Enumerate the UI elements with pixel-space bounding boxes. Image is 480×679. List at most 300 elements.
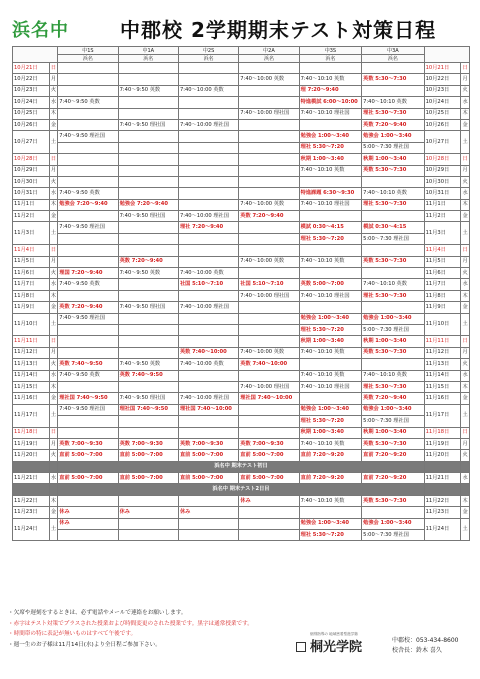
row-date-right: 10月28日: [424, 154, 461, 165]
schedule-cell: [178, 381, 238, 392]
schedule-cell: 休み: [239, 495, 299, 506]
row-date-right: 11月14日: [424, 370, 461, 381]
row-date: 11月2日: [13, 211, 50, 222]
schedule-cell: [178, 131, 238, 142]
note-4: ・週一生のお子様は11月14日(水)より全日程ご参加下さい。: [8, 641, 161, 648]
schedule-cell: 英数 7:40～10:00: [178, 347, 238, 358]
exam-band-label: 浜名中 期末テスト2日目: [58, 484, 424, 495]
schedule-cell: 7:40～10:10 英数: [299, 347, 362, 358]
schedule-cell: [118, 176, 178, 187]
row-weekday: 月: [49, 347, 58, 358]
schedule-cell: [239, 336, 299, 347]
schedule-cell: [362, 268, 425, 279]
schedule-cell: 7:40～10:10 英数: [299, 370, 362, 381]
table-row: [13, 85, 470, 96]
column-grade: 中1A: [118, 47, 178, 55]
row-weekday-right: 日: [461, 63, 470, 74]
schedule-cell: 7:40～10:10 英数: [299, 438, 362, 449]
table-row: [13, 222, 470, 233]
schedule-cell: 理社 5:30～7:20: [299, 233, 362, 244]
row-weekday-right: 金: [461, 302, 470, 313]
exam-band: [13, 484, 470, 495]
row-date: 11月7日: [13, 279, 50, 290]
row-weekday-right: 木: [461, 290, 470, 301]
schedule-cell: [239, 154, 299, 165]
schedule-cell: [118, 142, 178, 153]
row-weekday-right: 日: [461, 154, 470, 165]
schedule-cell: 英数 7:00～9:30: [239, 438, 299, 449]
schedule-cell: [362, 85, 425, 96]
row-weekday: 水: [49, 279, 58, 290]
row-weekday-right: 火: [461, 85, 470, 96]
band-spacer: [49, 461, 58, 472]
schedule-cell: [239, 530, 299, 541]
schedule-cell: 勉強会 1:00～3:40: [362, 404, 425, 415]
schedule-cell: 7:40～10:00 理社国: [178, 211, 238, 222]
row-weekday: 火: [49, 268, 58, 279]
schedule-cell: 直前 5:00～7:00: [178, 450, 238, 461]
schedule-cell: 7:40～9:50 英数: [118, 85, 178, 96]
schedule-cell: [239, 427, 299, 438]
schedule-cell: 7:40～9:50 英数: [118, 268, 178, 279]
schedule-cell: [178, 313, 238, 324]
row-date: 10月21日: [13, 63, 50, 74]
schedule-cell: [178, 324, 238, 335]
row-weekday: 水: [49, 188, 58, 199]
schedule-cell: 秋期 1:00～3:40: [299, 336, 362, 347]
table-row: [13, 347, 470, 358]
row-weekday: 火: [49, 85, 58, 96]
row-weekday: 月: [49, 165, 58, 176]
row-date: 10月23日: [13, 85, 50, 96]
schedule-cell: [118, 290, 178, 301]
schedule-cell: 休み: [58, 507, 118, 518]
schedule-cell: [118, 245, 178, 256]
schedule-cell: [58, 427, 118, 438]
schedule-cell: 7:40～9:50 英数: [58, 97, 118, 108]
schedule-cell: 7:40～10:10 英数: [299, 256, 362, 267]
schedule-cell: [58, 176, 118, 187]
schedule-cell: 7:40～9:50 理社国: [118, 119, 178, 130]
row-date: 11月1日: [13, 199, 50, 210]
schedule-cell: [239, 176, 299, 187]
schedule-cell: 秋期 1:00～3:40: [362, 336, 425, 347]
schedule-cell: 英数 5:30～7:30: [362, 347, 425, 358]
schedule-cell: 英数 7:20～9:40: [118, 256, 178, 267]
schedule-cell: [299, 507, 362, 518]
band-spacer: [49, 484, 58, 495]
table-row: [13, 450, 470, 461]
schedule-cell: 理社国 7:40～9:50: [118, 404, 178, 415]
schedule-cell: [299, 268, 362, 279]
row-date: 11月23日: [13, 507, 50, 518]
schedule-cell: 英数 7:40～10:00: [239, 359, 299, 370]
row-date-right: 11月23日: [424, 507, 461, 518]
schedule-cell: 7:40～10:00 理社国: [178, 393, 238, 404]
schedule-cell: 理社 5:30～7:20: [299, 530, 362, 541]
schedule-cell: [178, 188, 238, 199]
table-row: [13, 518, 470, 529]
row-weekday: 日: [49, 336, 58, 347]
brand-tagline: 個別指導の 地域密着型進学塾: [310, 632, 358, 636]
schedule-cell: 英数 7:20～9:40: [239, 211, 299, 222]
row-weekday: 火: [49, 176, 58, 187]
schedule-cell: 理社国 7:40～10:00: [239, 393, 299, 404]
table-row: [13, 165, 470, 176]
row-date-right: 11月1日: [424, 199, 461, 210]
row-date: 11月4日: [13, 245, 50, 256]
band-spacer: [13, 484, 50, 495]
schedule-cell: 5:00～7:30 理社国: [362, 142, 425, 153]
schedule-cell: [239, 324, 299, 335]
column-school: 浜名: [239, 55, 299, 63]
row-weekday-right: 月: [461, 347, 470, 358]
schedule-cell: 直前 5:00～7:00: [58, 473, 118, 484]
school-name: 浜名中: [12, 20, 69, 41]
schedule-cell: [239, 85, 299, 96]
row-date: 11月8日: [13, 290, 50, 301]
schedule-cell: 直前 5:00～7:00: [178, 473, 238, 484]
schedule-cell: [58, 211, 118, 222]
table-row: [13, 142, 470, 153]
schedule-cell: [118, 347, 178, 358]
row-date: 11月12日: [13, 347, 50, 358]
row-date-right: 11月3日: [424, 222, 461, 245]
band-spacer: [424, 484, 461, 495]
row-date-right: 11月5日: [424, 256, 461, 267]
schedule-cell: [178, 256, 238, 267]
row-weekday-right: 水: [461, 188, 470, 199]
row-weekday-right: 土: [461, 518, 470, 541]
schedule-cell: [239, 188, 299, 199]
schedule-cell: [58, 416, 118, 427]
band-spacer: [461, 484, 470, 495]
row-date-right: 11月8日: [424, 290, 461, 301]
page-header: [0, 0, 480, 44]
schedule-cell: 直前 7:20～9:20: [362, 473, 425, 484]
schedule-cell: [299, 119, 362, 130]
table-row: [13, 290, 470, 301]
row-weekday-right: 水: [461, 473, 470, 484]
schedule-cell: 5:00～7:30 理社国: [362, 530, 425, 541]
schedule-cell: [178, 370, 238, 381]
table-row: [13, 108, 470, 119]
logo-icon: [296, 642, 306, 652]
schedule-cell: [362, 302, 425, 313]
table-row: [13, 393, 470, 404]
schedule-cell: [178, 518, 238, 529]
row-weekday: 日: [49, 63, 58, 74]
schedule-cell: 7:40～10:00 英数: [239, 256, 299, 267]
schedule-cell: [58, 347, 118, 358]
column-grade: 中3S: [299, 47, 362, 55]
schedule-cell: 7:40～10:00 英数: [239, 74, 299, 85]
schedule-cell: 勉強会 1:00～3:40: [299, 518, 362, 529]
schedule-cell: [362, 176, 425, 187]
table-row: [13, 438, 470, 449]
table-row: [13, 495, 470, 506]
column-grade: 中3A: [362, 47, 425, 55]
row-weekday-right: 月: [461, 256, 470, 267]
schedule-cell: [118, 518, 178, 529]
schedule-cell: 特進課題 6:30～9:30: [299, 188, 362, 199]
row-date-right: 11月19日: [424, 438, 461, 449]
schedule-cell: 勉強会 1:00～3:40: [299, 131, 362, 142]
schedule-cell: 7:40～10:10 英数: [299, 165, 362, 176]
row-date-right: 10月25日: [424, 108, 461, 119]
schedule-cell: [58, 74, 118, 85]
schedule-cell: 英数 7:20～9:40: [58, 302, 118, 313]
schedule-cell: 7:40～10:10 英数: [299, 74, 362, 85]
row-date: 10月27日: [13, 131, 50, 154]
band-spacer: [13, 461, 50, 472]
table-row: [13, 359, 470, 370]
schedule-cell: 理社 5:30～7:20: [299, 416, 362, 427]
row-date-right: 11月21日: [424, 473, 461, 484]
row-weekday: 木: [49, 495, 58, 506]
row-date: 11月13日: [13, 359, 50, 370]
table-row: [13, 245, 470, 256]
row-date-right: 11月20日: [424, 450, 461, 461]
row-weekday-right: 土: [461, 404, 470, 427]
schedule-cell: 7:40～10:00 理社国: [239, 108, 299, 119]
table-row: [13, 324, 470, 335]
row-date-right: 10月24日: [424, 97, 461, 108]
schedule-cell: 7:40～10:10 理社国: [299, 108, 362, 119]
schedule-cell: [362, 63, 425, 74]
schedule-cell: 英数 7:00～9:30: [118, 438, 178, 449]
row-weekday-right: 木: [461, 108, 470, 119]
table-row: [13, 188, 470, 199]
row-date: 11月16日: [13, 393, 50, 404]
row-weekday-right: 金: [461, 393, 470, 404]
schedule-cell: [299, 245, 362, 256]
row-weekday: 木: [49, 108, 58, 119]
row-weekday-right: 水: [461, 279, 470, 290]
note-1: ・欠席や遅刻をするときは、必ず電話やメールで連絡をお願いします。: [8, 610, 187, 616]
schedule-cell: [239, 302, 299, 313]
header-blank: [424, 47, 469, 63]
table-row: [13, 63, 470, 74]
schedule-cell: [239, 63, 299, 74]
row-weekday-right: 月: [461, 74, 470, 85]
row-weekday: 木: [49, 290, 58, 301]
schedule-cell: 直前 7:20～9:20: [299, 450, 362, 461]
row-date: 11月14日: [13, 370, 50, 381]
schedule-cell: 休み: [118, 507, 178, 518]
schedule-cell: [58, 495, 118, 506]
schedule-cell: 7:40～10:10 英数: [362, 279, 425, 290]
schedule-cell: [58, 119, 118, 130]
header-blank: [13, 47, 58, 63]
schedule-cell: [178, 142, 238, 153]
exam-band-label: 浜名中 期末テスト初日: [58, 461, 424, 472]
schedule-cell: 理社 5:30～7:30: [362, 290, 425, 301]
schedule-cell: [178, 245, 238, 256]
column-grade: 中1S: [58, 47, 118, 55]
schedule-cell: 直前 5:00～7:00: [239, 473, 299, 484]
schedule-cell: 7:40～10:10 理社国: [299, 290, 362, 301]
row-date-right: 10月21日: [424, 63, 461, 74]
schedule-cell: [58, 324, 118, 335]
notes: [8, 608, 308, 650]
schedule-cell: 理社 5:30～7:30: [362, 381, 425, 392]
schedule-cell: [239, 268, 299, 279]
row-weekday-right: 土: [461, 131, 470, 154]
schedule-cell: 7:40～10:10 英数: [299, 495, 362, 506]
schedule-cell: 7:40～9:50 理社国: [118, 302, 178, 313]
row-date-right: 11月13日: [424, 359, 461, 370]
schedule-cell: [118, 188, 178, 199]
row-weekday-right: 日: [461, 336, 470, 347]
schedule-cell: 休み: [58, 518, 118, 529]
schedule-cell: 7:40～10:10 理社国: [299, 381, 362, 392]
schedule-cell: 7:40～10:10 英数: [362, 97, 425, 108]
schedule-cell: [58, 256, 118, 267]
schedule-cell: 直前 7:20～9:20: [362, 450, 425, 461]
row-weekday: 金: [49, 507, 58, 518]
row-weekday-right: 木: [461, 199, 470, 210]
table-row: [13, 176, 470, 187]
row-weekday: 土: [49, 222, 58, 245]
row-weekday: 月: [49, 438, 58, 449]
row-weekday-right: 火: [461, 176, 470, 187]
row-weekday: 金: [49, 302, 58, 313]
table-row: [13, 154, 470, 165]
schedule-cell: [58, 530, 118, 541]
row-date-right: 11月18日: [424, 427, 461, 438]
column-school: 浜名: [178, 55, 238, 63]
row-weekday: 火: [49, 450, 58, 461]
schedule-cell: [362, 359, 425, 370]
table-row: [13, 473, 470, 484]
column-school: 浜名: [118, 55, 178, 63]
schedule-cell: 7:40～9:50 英数: [58, 188, 118, 199]
table-row: [13, 74, 470, 85]
schedule-cell: 7:40～9:50 英数: [58, 370, 118, 381]
schedule-cell: 秋期 1:00～3:40: [362, 154, 425, 165]
row-weekday: 金: [49, 393, 58, 404]
table-row: [13, 370, 470, 381]
row-date-right: 11月2日: [424, 211, 461, 222]
schedule-cell: [178, 495, 238, 506]
schedule-cell: [118, 108, 178, 119]
row-weekday-right: 月: [461, 165, 470, 176]
schedule-cell: [58, 233, 118, 244]
schedule-cell: [178, 63, 238, 74]
row-weekday-right: 土: [461, 313, 470, 336]
schedule-cell: [178, 199, 238, 210]
table-row: [13, 279, 470, 290]
table-row: [13, 336, 470, 347]
row-weekday: 月: [49, 256, 58, 267]
schedule-cell: 理社国 7:40～10:00: [178, 404, 238, 415]
footer: [296, 632, 472, 672]
row-weekday: 月: [49, 74, 58, 85]
row-weekday: 水: [49, 473, 58, 484]
schedule-cell: [362, 507, 425, 518]
row-date-right: 11月12日: [424, 347, 461, 358]
schedule-cell: 5:00～7:30 理社国: [362, 416, 425, 427]
note-2: ・赤字はテスト対策でプラスされた授業および時間変更のされた授業です。黒字は通常授業です。: [8, 620, 253, 627]
schedule-cell: [178, 416, 238, 427]
schedule-cell: 5:00～7:30 理社国: [362, 233, 425, 244]
table-row: [13, 381, 470, 392]
row-weekday: 金: [49, 119, 58, 130]
schedule-cell: 秋期 1:00～3:40: [362, 427, 425, 438]
schedule-cell: [118, 165, 178, 176]
schedule-cell: [58, 381, 118, 392]
row-weekday-right: 水: [461, 370, 470, 381]
schedule-cell: [178, 336, 238, 347]
schedule-cell: [299, 176, 362, 187]
schedule-cell: [118, 233, 178, 244]
row-weekday: 金: [49, 211, 58, 222]
schedule-cell: [58, 154, 118, 165]
row-date: 11月15日: [13, 381, 50, 392]
schedule-cell: 理社 5:30～7:20: [299, 324, 362, 335]
row-date: 11月24日: [13, 518, 50, 541]
row-date: 11月6日: [13, 268, 50, 279]
schedule-cell: [239, 370, 299, 381]
schedule-cell: [178, 108, 238, 119]
schedule-cell: 7:40～9:50 英数: [58, 279, 118, 290]
schedule-cell: 理 7:20～9:40: [299, 85, 362, 96]
row-date-right: 11月10日: [424, 313, 461, 336]
schedule-cell: [118, 313, 178, 324]
table-row: [13, 268, 470, 279]
schedule-cell: 模試 0:30～4:15: [362, 222, 425, 233]
schedule-cell: 7:40～10:00 英数: [239, 347, 299, 358]
table-row: [13, 507, 470, 518]
schedule-cell: [299, 393, 362, 404]
schedule-cell: [299, 302, 362, 313]
schedule-cell: [118, 97, 178, 108]
schedule-cell: [239, 142, 299, 153]
table-row: [13, 119, 470, 130]
schedule-cell: 7:40～10:10 理社国: [299, 199, 362, 210]
schedule-cell: 直前 5:00～7:00: [239, 450, 299, 461]
row-date: 10月24日: [13, 97, 50, 108]
row-weekday-right: 水: [461, 97, 470, 108]
row-weekday-right: 火: [461, 359, 470, 370]
row-weekday: 日: [49, 245, 58, 256]
schedule-cell: 勉強会 1:00～3:40: [299, 313, 362, 324]
schedule-cell: 7:40～9:50 理社国: [118, 211, 178, 222]
schedule-cell: [239, 245, 299, 256]
schedule-cell: 勉強会 1:00～3:40: [299, 404, 362, 415]
schedule-cell: 直前 5:00～7:00: [118, 473, 178, 484]
schedule-cell: 直前 5:00～7:00: [118, 450, 178, 461]
schedule-cell: [118, 222, 178, 233]
schedule-cell: 秋期 1:00～3:40: [299, 427, 362, 438]
schedule-cell: 特進模試 6:00～10:00: [299, 97, 362, 108]
schedule-cell: 7:40～9:50 理社国: [118, 393, 178, 404]
schedule-cell: [239, 131, 299, 142]
schedule-cell: [118, 427, 178, 438]
row-date-right: 11月9日: [424, 302, 461, 313]
table-row: [13, 97, 470, 108]
schedule-table: [12, 46, 470, 541]
row-date: 11月22日: [13, 495, 50, 506]
table-row: [13, 256, 470, 267]
column-grade: 中2A: [239, 47, 299, 55]
schedule-cell: 勉強会 1:00～3:40: [362, 313, 425, 324]
row-weekday-right: 金: [461, 119, 470, 130]
column-school: 浜名: [362, 55, 425, 63]
table-row: [13, 416, 470, 427]
row-weekday-right: 日: [461, 245, 470, 256]
